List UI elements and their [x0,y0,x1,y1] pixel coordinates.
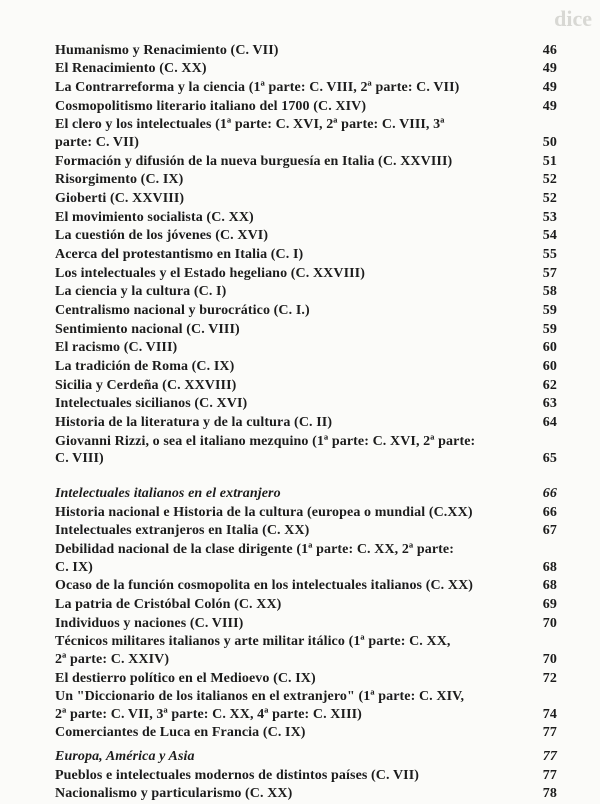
page-number: 59 [542,303,557,319]
toc-entry [55,152,557,171]
entry-title-line: parte: C. VII) [55,134,139,150]
toc-entry [55,395,557,414]
entry-title-line: Gioberti (C. XXVIII) [55,190,185,206]
page-number: 67 [542,523,557,539]
page-number: 78 [542,786,557,802]
entry-title [55,246,525,264]
entry-title-line: Pueblos e intelectuales modernos de distintos países (C. VII) [55,767,420,783]
toc-entry [55,577,557,596]
entry-title [55,302,525,320]
entry-title [55,414,525,432]
entry-title [55,42,525,60]
page-number: 74 [542,706,557,722]
toc-entry [55,595,557,614]
page-number: 77 [542,725,557,741]
toc-entry [55,97,557,116]
toc-entry [55,669,557,688]
entry-title-line: Intelectuales sicilianos (C. XVI) [55,396,248,412]
entry-title-line: La patria de Cristóbal Colón (C. XX) [55,596,282,612]
page-number: 77 [542,767,557,783]
toc-entry [55,208,557,227]
entry-title-line: Centralismo nacional y burocrático (C. I.) [55,303,310,319]
page-number: 62 [542,377,557,393]
toc-entry [55,358,557,377]
page-number: 52 [542,172,557,188]
entry-title-line: 2ª parte: C. VII, 3ª parte: C. XX, 4ª parte: C. XIII) [55,706,362,722]
entry-title-line: Ocaso de la función cosmopolita en los intelectuales italianos (C. XX) [55,578,474,594]
page-number: 54 [542,228,557,244]
entry-title [55,433,525,468]
toc-entry [55,227,557,246]
toc-entry [55,301,557,320]
entry-title [55,60,525,78]
entry-title-line: C. IX) [55,559,93,575]
page-number: 49 [542,79,557,95]
entry-title-line: Cosmopolitismo literario italiano del 1700 (C. XIV) [55,98,367,114]
page-number: 64 [542,415,557,431]
page-number: 60 [542,359,557,375]
entry-title [55,596,525,614]
page-number: 77 [542,749,557,765]
entry-title [55,116,525,151]
entry-title-line: C. VIII) [55,451,104,467]
page-number: 53 [542,209,557,225]
toc-entry [55,320,557,339]
toc-entry [55,633,557,669]
entry-title [55,339,525,357]
entry-title [55,321,525,339]
entry-title [55,504,525,522]
toc-entry [55,283,557,302]
toc-entry [55,339,557,358]
page-number: 68 [542,578,557,594]
page-number: 60 [542,340,557,356]
entry-title [55,633,525,668]
page-number: 70 [542,651,557,667]
entry-title-line: Los intelectuales y el Estado hegeliano (C. XXVIII) [55,265,365,281]
entry-title [55,522,525,540]
entry-title [55,541,525,576]
entry-title-line: Un "Diccionario de los italianos en el extranjero" (1ª parte: C. XIV, [55,689,465,705]
entry-title-line: Acerca del protestantismo en Italia (C. I) [55,246,304,262]
entry-title [55,79,525,97]
entry-title [55,785,525,803]
entry-title-line: Historia nacional e Historia de la cultura (europea o mundial (C.XX) [55,504,473,520]
entry-title-line: Comerciantes de Luca en Francia (C. IX) [55,725,306,741]
entry-title-line: Debilidad nacional de la clase dirigente (1ª parte: C. XX, 2ª parte: [55,542,454,558]
entry-title-line: Humanismo y Renacimiento (C. VII) [55,42,279,58]
entry-title-line: Sicilia y Cerdeña (C. XXVIII) [55,377,237,393]
entry-title-line: El destierro político en el Medioevo (C. IX) [55,670,316,686]
page-number: 59 [542,321,557,337]
entry-title [55,670,525,688]
toc-entry [55,78,557,97]
toc-entry [55,724,557,743]
entry-title [55,190,525,208]
toc-entry [55,245,557,264]
table-of-contents [55,41,557,804]
entry-title [55,577,525,595]
entry-title-line: El racismo (C. VIII) [55,340,178,356]
entry-title-line: La tradición de Roma (C. IX) [55,359,235,375]
page-number: 63 [542,396,557,412]
entry-title-line: El Renacimiento (C. XX) [55,61,207,77]
entry-title-line: Técnicos militares italianos y arte militar itálico (1ª parte: C. XX, [55,634,451,650]
page-number: 57 [542,265,557,281]
toc-entry [55,522,557,541]
toc-entry [55,541,557,577]
page-number: 55 [542,246,557,262]
page-number: 58 [542,284,557,300]
section-title: Intelectuales italianos en el extranjero [55,486,281,502]
toc-entry [55,376,557,395]
entry-title [55,767,525,785]
entry-title [55,358,525,376]
entry-title-line: 2ª parte: C. XXIV) [55,651,170,667]
page-number: 69 [542,596,557,612]
toc-entry [55,60,557,79]
page-number: 49 [542,98,557,114]
entry-title-line: La Contrarreforma y la ciencia (1ª parte: C. VIII, 2ª parte: C. VII) [55,79,460,95]
entry-title-line: La ciencia y la cultura (C. I) [55,284,227,300]
entry-title-line: La cuestión de los jóvenes (C. XVI) [55,228,269,244]
section-title: Europa, América y Asia [55,749,195,765]
entry-title-line: Sentimiento nacional (C. VIII) [55,321,240,337]
entry-title [55,283,525,301]
page-number: 66 [542,504,557,520]
page-number: 68 [542,559,557,575]
toc-entry [55,189,557,208]
entry-title [55,395,525,413]
entry-title-line: Nacionalismo y particularismo (C. XX) [55,786,293,802]
page-number: 65 [542,451,557,467]
entry-title-line: Historia de la literatura y de la cultura (C. II) [55,415,333,431]
toc-entry [55,766,557,785]
page-number: 72 [542,670,557,686]
page-number: 50 [542,134,557,150]
entry-title [55,98,525,116]
toc-entry [55,614,557,633]
page-number: 52 [542,190,557,206]
page-number: 51 [542,153,557,169]
entry-title [55,377,525,395]
toc-entry [55,688,557,724]
entry-title-line: El movimiento socialista (C. XX) [55,209,254,225]
entry-title [55,227,525,245]
toc-entry [55,503,557,522]
toc-entry [55,41,557,60]
entry-title-line: Giovanni Rizzi, o sea el italiano mezquino (1ª parte: C. XVI, 2ª parte: [55,433,476,449]
entry-title-line: Intelectuales extranjeros en Italia (C. XX) [55,523,310,539]
toc-entry [55,414,557,433]
toc-entry [55,116,557,152]
page-number: 49 [542,61,557,77]
entry-title-line: Risorgimento (C. IX) [55,172,184,188]
entry-title-line: El clero y los intelectuales (1ª parte: C. XVI, 2ª parte: C. VIII, 3ª [55,117,445,133]
entry-title [55,615,525,633]
page-number: 70 [542,615,557,631]
section-heading [55,748,557,767]
toc-entry [55,432,557,468]
toc-entry [55,171,557,190]
bleed-through-text: dice [554,6,592,31]
page-number: 66 [542,486,557,502]
entry-title [55,209,525,227]
entry-title [55,724,525,742]
section-heading [55,484,557,503]
entry-title [55,171,525,189]
page-number: 46 [542,42,557,58]
entry-title-line: Formación y difusión de la nueva burguesía en Italia (C. XXVIII) [55,153,453,169]
entry-title [55,153,525,171]
toc-entry [55,264,557,283]
entry-title [55,265,525,283]
entry-title-line: Individuos y naciones (C. VIII) [55,615,244,631]
toc-entry [55,785,557,804]
entry-title [55,688,525,723]
